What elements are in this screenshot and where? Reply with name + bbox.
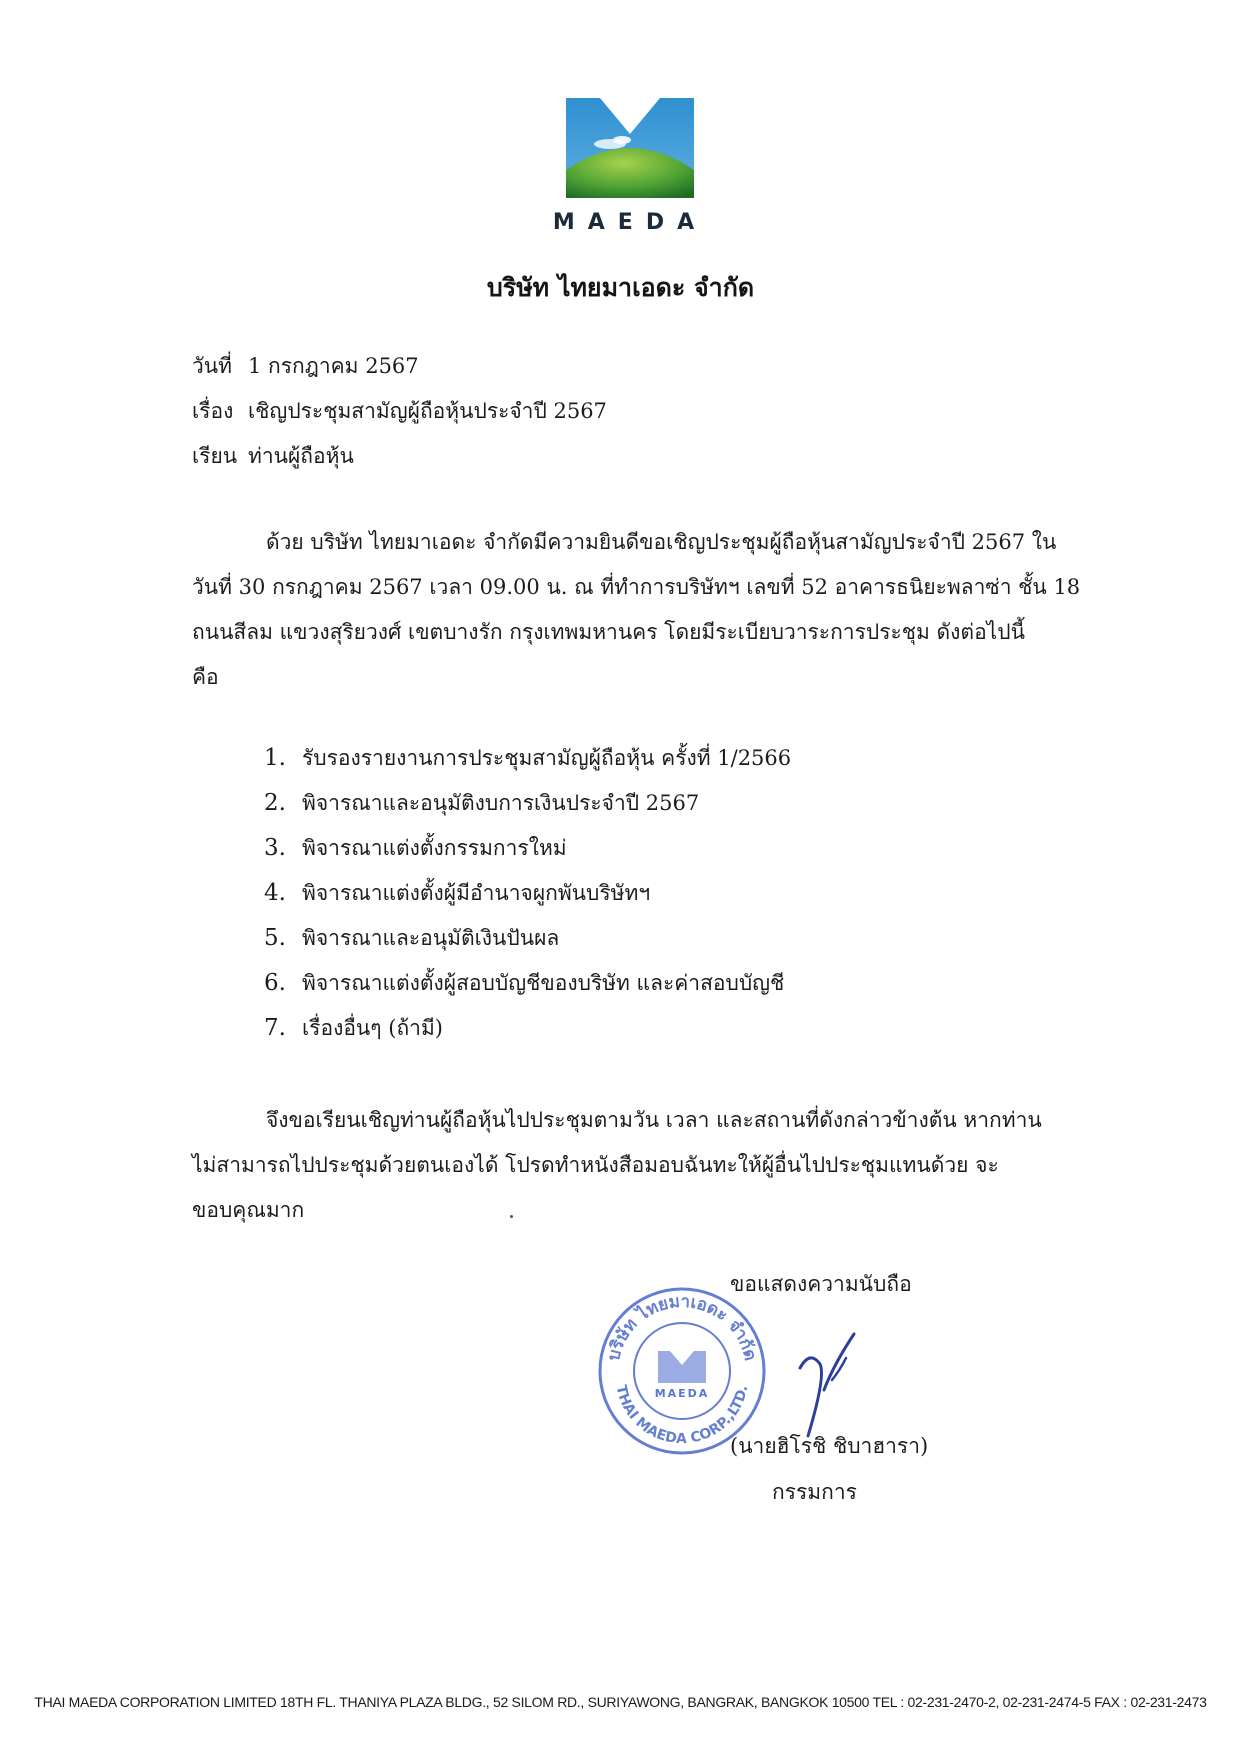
handwritten-signature-icon bbox=[770, 1330, 880, 1440]
signer-title: กรรมการ bbox=[772, 1480, 857, 1504]
closing-line-2: ไม่สามารถไปประชุมด้วยตนเองได้ โปรดทำหนังสือมอบฉันทะให้ผู้อื่นไปประชุมแทนด้วย จะ bbox=[192, 1153, 999, 1177]
date-line bbox=[192, 350, 419, 383]
subject-line bbox=[192, 395, 607, 428]
closing-line-1: จึงขอเรียนเชิญท่านผู้ถือหุ้นไปประชุมตามวัน เวลา และสถานที่ดังกล่าวข้างต้น หากท่าน bbox=[266, 1108, 1042, 1132]
date-value: 1 กรกฎาคม 2567 bbox=[248, 354, 419, 378]
agenda-number: 7. bbox=[264, 1015, 286, 1041]
date-label: วันที่ bbox=[192, 354, 232, 378]
agenda-number: 4. bbox=[264, 880, 286, 906]
subject-value: เชิญประชุมสามัญผู้ถือหุ้นประจำปี 2567 bbox=[248, 399, 607, 423]
intro-line-4: คือ bbox=[192, 665, 219, 689]
agenda-text: พิจารณาและอนุมัติงบการเงินประจำปี 2567 bbox=[302, 791, 700, 815]
agenda-item-7 bbox=[264, 1012, 443, 1045]
agenda-item-3 bbox=[264, 832, 567, 865]
agenda-number: 1. bbox=[264, 745, 286, 771]
seal-english-text: THAI MAEDA CORP.,LTD. bbox=[612, 1383, 752, 1448]
recipient-line bbox=[192, 440, 354, 473]
agenda-item-6 bbox=[264, 967, 784, 1000]
agenda-text: พิจารณาแต่งตั้งผู้มีอำนาจผูกพันบริษัทฯ bbox=[302, 881, 651, 905]
agenda-item-5 bbox=[264, 922, 559, 955]
complimentary-close: ขอแสดงความนับถือ bbox=[730, 1272, 912, 1296]
intro-line-2: วันที่ 30 กรกฎาคม 2567 เวลา 09.00 น. ณ ที่ทำการบริษัทฯ เลขที่ 52 อาคารธนิยะพลาซ่า ชั้น 18 bbox=[192, 575, 1081, 599]
agenda-number: 5. bbox=[264, 925, 286, 951]
intro-line-1: ด้วย บริษัท ไทยมาเอดะ จำกัดมีความยินดีขอเชิญประชุมผู้ถือหุ้นสามัญประจำปี 2567 ใน bbox=[266, 530, 1057, 554]
agenda-item-1 bbox=[264, 742, 791, 775]
svg-text:บริษัท ไทยมาเอดะ จำกัด bbox=[604, 1292, 760, 1363]
recipient-label: เรียน bbox=[192, 444, 238, 468]
agenda-text: พิจารณาแต่งตั้งกรรมการใหม่ bbox=[302, 836, 567, 860]
logo-wordmark: MAEDA bbox=[552, 210, 708, 235]
agenda-item-2 bbox=[264, 787, 699, 820]
seal-center-word: MAEDA bbox=[654, 1387, 710, 1400]
agenda-text: พิจารณาแต่งตั้งผู้สอบบัญชีของบริษัท และค่าสอบบัญชี bbox=[302, 971, 785, 995]
company-name: บริษัท ไทยมาเอดะ จำกัด bbox=[486, 273, 755, 302]
scan-speck bbox=[510, 1215, 513, 1218]
agenda-text: เรื่องอื่นๆ (ถ้ามี) bbox=[302, 1016, 443, 1040]
seal-thai-text: บริษัท ไทยมาเอดะ จำกัด bbox=[603, 1291, 761, 1363]
intro-line-3: ถนนสีลม แขวงสุริยวงศ์ เขตบางรัก กรุงเทพมหานคร โดยมีระเบียบวาระการประชุม ดังต่อไปนี้ bbox=[192, 620, 1025, 644]
footer-address: THAI MAEDA CORPORATION LIMITED 18TH FL. THANIYA PLAZA BLDG., 52 SILOM RD., SURIYAWONG, BANGRAK, BANGKOK 10500 TEL : 02-231-2470-2, 02-231-2474-5 FAX : 02-231-2473 bbox=[34, 1694, 1207, 1710]
agenda-number: 2. bbox=[264, 790, 286, 816]
closing-line-3: ขอบคุณมาก bbox=[192, 1198, 305, 1222]
agenda-text: พิจารณาและอนุมัติเงินปันผล bbox=[302, 926, 560, 950]
maeda-logo-icon bbox=[566, 98, 694, 198]
recipient-value: ท่านผู้ถือหุ้น bbox=[248, 444, 354, 468]
subject-label: เรื่อง bbox=[192, 399, 234, 423]
signer-name: (นายฮิโรชิ ชิบาฮารา) bbox=[730, 1434, 929, 1458]
agenda-number: 3. bbox=[264, 835, 286, 861]
agenda-item-4 bbox=[264, 877, 650, 910]
agenda-text: รับรองรายงานการประชุมสามัญผู้ถือหุ้น ครั้งที่ 1/2566 bbox=[302, 746, 792, 770]
agenda-number: 6. bbox=[264, 970, 286, 996]
